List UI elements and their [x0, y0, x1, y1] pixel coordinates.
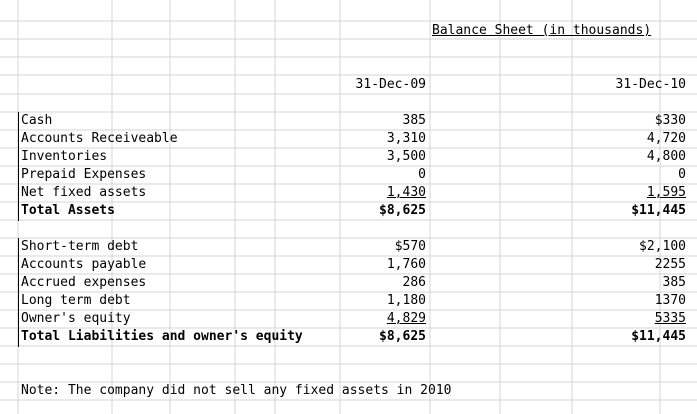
cell-2009[interactable]: 0	[418, 167, 426, 182]
sheet-title: Balance Sheet (in thousands)	[432, 23, 652, 38]
cell-2010[interactable]: 5335	[654, 311, 686, 326]
column-header-2009: 31-Dec-09	[355, 77, 426, 92]
total-liabilities-2009[interactable]: $8,625	[379, 329, 426, 344]
row-label: Cash	[21, 113, 53, 128]
cell-2009[interactable]: 385	[402, 113, 426, 128]
row-label: Inventories	[21, 149, 108, 164]
cell-2009[interactable]: 1,180	[386, 293, 426, 308]
total-liabilities-label: Total Liabilities and owner's equity	[21, 329, 303, 344]
cell-2010[interactable]: 1,595	[646, 185, 686, 200]
total-assets-label: Total Assets	[21, 203, 115, 218]
column-header-2010: 31-Dec-10	[615, 77, 686, 92]
cell-2010[interactable]: $330	[654, 113, 686, 128]
cell-2010[interactable]: 4,720	[646, 131, 686, 146]
total-liabilities-2010[interactable]: $11,445	[631, 329, 686, 344]
row-label: Accounts Receiveable	[21, 131, 178, 146]
table-left-border	[18, 238, 19, 347]
row-label: Owner's equity	[21, 311, 131, 326]
row-label: Accounts payable	[21, 257, 147, 272]
cell-2010[interactable]: 1370	[654, 293, 686, 308]
table-left-border	[18, 112, 19, 221]
total-assets-2009[interactable]: $8,625	[379, 203, 426, 218]
cell-2009[interactable]: 3,310	[386, 131, 426, 146]
cell-2009[interactable]: 1,760	[386, 257, 426, 272]
cell-2010[interactable]: 385	[662, 275, 686, 290]
total-assets-2010[interactable]: $11,445	[631, 203, 686, 218]
cell-2010[interactable]: $2,100	[639, 239, 686, 254]
cell-2010[interactable]: 4,800	[646, 149, 686, 164]
cell-2010[interactable]: 0	[678, 167, 686, 182]
cell-2009[interactable]: $570	[394, 239, 426, 254]
footnote: Note: The company did not sell any fixed assets in 2010	[21, 383, 452, 398]
row-label: Long term debt	[21, 293, 131, 308]
cell-2009[interactable]: 4,829	[386, 311, 426, 326]
cell-2010[interactable]: 2255	[654, 257, 686, 272]
cell-2009[interactable]: 3,500	[386, 149, 426, 164]
cell-2009[interactable]: 286	[402, 275, 426, 290]
row-label: Accrued expenses	[21, 275, 147, 290]
row-label: Prepaid Expenses	[21, 167, 147, 182]
row-label: Short-term debt	[21, 239, 139, 254]
cell-2009[interactable]: 1,430	[386, 185, 426, 200]
row-label: Net fixed assets	[21, 185, 147, 200]
